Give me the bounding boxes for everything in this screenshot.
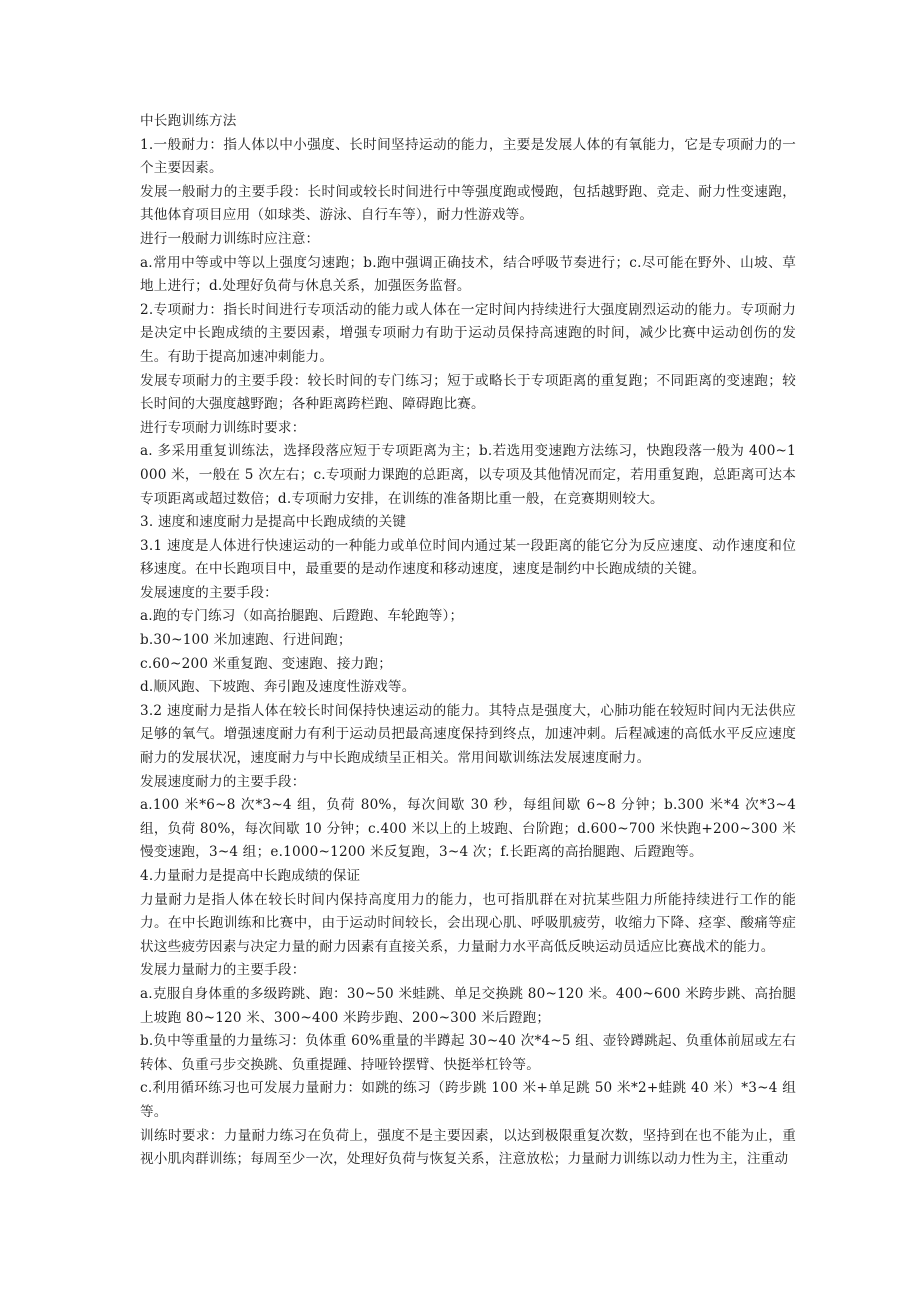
list-item: a.克服自身体重的多级跨跳、跑：30~50 米蛙跳、单足交换跳 80~120 米。400~600 米跨步跳、高抬腿上坡跑 80~120 米、300~400 米跨步跑、200~300 米后蹬跑； <box>140 985 796 1026</box>
paragraph: 发展力量耐力的主要手段： <box>140 962 306 979</box>
paragraph: 进行专项耐力训练时要求： <box>140 419 306 436</box>
paragraph: 训练时要求：力量耐力练习在负荷上，强度不是主要因素，以达到极限重复次数，坚持到在也不能为止，重视小肌肉群训练；每周至少一次，处理好负荷与恢复关系，注意放松；力量耐力训练以动力性为主，注重动 <box>140 1127 796 1168</box>
list-item: c.60~200 米重复跑、变速跑、接力跑； <box>140 655 393 672</box>
paragraph: 发展速度耐力的主要手段： <box>140 773 306 790</box>
section-heading-speed: 3. 速度和速度耐力是提高中长跑成绩的关键 <box>140 514 407 531</box>
document-title: 中长跑训练方法 <box>140 113 237 129</box>
paragraph: 发展专项耐力的主要手段：较长时间的专门练习；短于或略长于专项距离的重复跑；不同距离的变速跑；较长时间的大强度越野跑；各种距离跨栏跑、障碍跑比赛。 <box>140 372 796 413</box>
paragraph: 进行一般耐力训练时应注意： <box>140 230 320 247</box>
document-page <box>140 110 796 1172</box>
section-heading-strength: 4.力量耐力是提高中长跑成绩的保证 <box>140 868 361 884</box>
paragraph: a.常用中等或中等以上强度匀速跑；b.跑中强调正确技术，结合呼吸节奏进行；c.尽可能在野外、山坡、草地上进行；d.处理好负荷与休息关系，加强医务监督。 <box>140 254 796 295</box>
paragraph: a. 多采用重复训练法，选择段落应短于专项距离为主；b.若选用变速跑方法练习，快跑段落一般为 400~1000 米，一般在 5 次左右；c.专项耐力课跑的总距离，以专项及其他情况而定，若用重复跑，总距离可达本专项距离或超过数倍；d.专项耐力安排，在训练的准备期比重一般，在竞赛期则较大。 <box>140 443 796 507</box>
paragraph: a.100 米*6~8 次*3~4 组，负荷 80%，每次间歇 30 秒，每组间歇 6~8 分钟；b.300 米*4 次*3~4 组，负荷 80%，每次间歇 10 分钟；c.400 米以上的上坡跑、台阶跑；d.600~700 米快跑+200~300 米慢变速跑，3~4 组；e.1000~1200 米反复跑，3~4 次；f.长距离的高抬腿跑、后蹬跑等。 <box>140 797 796 861</box>
paragraph: 3.2 速度耐力是指人体在较长时间保持快速运动的能力。其特点是强度大，心肺功能在较短时间内无法供应足够的氧气。增强速度耐力有利于运动员把最高速度保持到终点，加速冲刺。后程减速的高低水平反应速度耐力的发展状况，速度耐力与中长跑成绩呈正相关。常用间歇训练法发展速度耐力。 <box>140 702 796 767</box>
paragraph-general-endurance: 1.一般耐力：指人体以中小强度、长时间坚持运动的能力，主要是发展人体的有氧能力，它是专项耐力的一个主要因素。 <box>140 136 796 177</box>
list-item: b.负中等重量的力量练习：负体重 60%重量的半蹲起 30~40 次*4~5 组、壶铃蹲跳起、负重体前屈或左右转体、负重弓步交换跳、负重提踵、持哑铃摆臂、快挺举杠铃等。 <box>140 1033 796 1073</box>
list-item: a.跑的专门练习（如高抬腿跑、后蹬跑、车轮跑等）； <box>140 608 464 625</box>
list-item: d.顺风跑、下坡跑、奔引跑及速度性游戏等。 <box>140 679 416 696</box>
paragraph: 发展速度的主要手段： <box>140 584 278 601</box>
list-item: b.30~100 米加速跑、行进间跑； <box>140 632 352 649</box>
paragraph-special-endurance: 2.专项耐力：指长时间进行专项活动的能力或人体在一定时间内持续进行大强度剧烈运动的能力。专项耐力是决定中长跑成绩的主要因素，增强专项耐力有助于运动员保持高速跑的时间，减少比赛中运动创伤的发生。有助于提高加速冲刺能力。 <box>140 301 796 365</box>
list-item: c.利用循环练习也可发展力量耐力：如跳的练习（跨步跳 100 米+单足跳 50 米*2+蛙跳 40 米）*3~4 组等。 <box>140 1080 796 1120</box>
paragraph: 3.1 速度是人体进行快速运动的一种能力或单位时间内通过某一段距离的能它分为反应速度、动作速度和位移速度。在中长跑项目中，最重要的是动作速度和移动速度，速度是制约中长跑成绩的关键。 <box>140 537 796 578</box>
paragraph: 力量耐力是指人体在较长时间内保持高度用力的能力，也可指肌群在对抗某些阻力所能持续进行工作的能力。在中长跑训练和比赛中，由于运动时间较长，会出现心肌、呼吸肌疲劳，收缩力下降、痉挛、酸痛等症状这些疲劳因素与决定力量的耐力因素有直接关系，力量耐力水平高低反映运动员适应比赛战术的能力。 <box>140 891 796 955</box>
paragraph: 发展一般耐力的主要手段：长时间或较长时间进行中等强度跑或慢跑，包括越野跑、竞走、耐力性变速跑，其他体育项目应用（如球类、游泳、自行车等），耐力性游戏等。 <box>140 183 796 224</box>
